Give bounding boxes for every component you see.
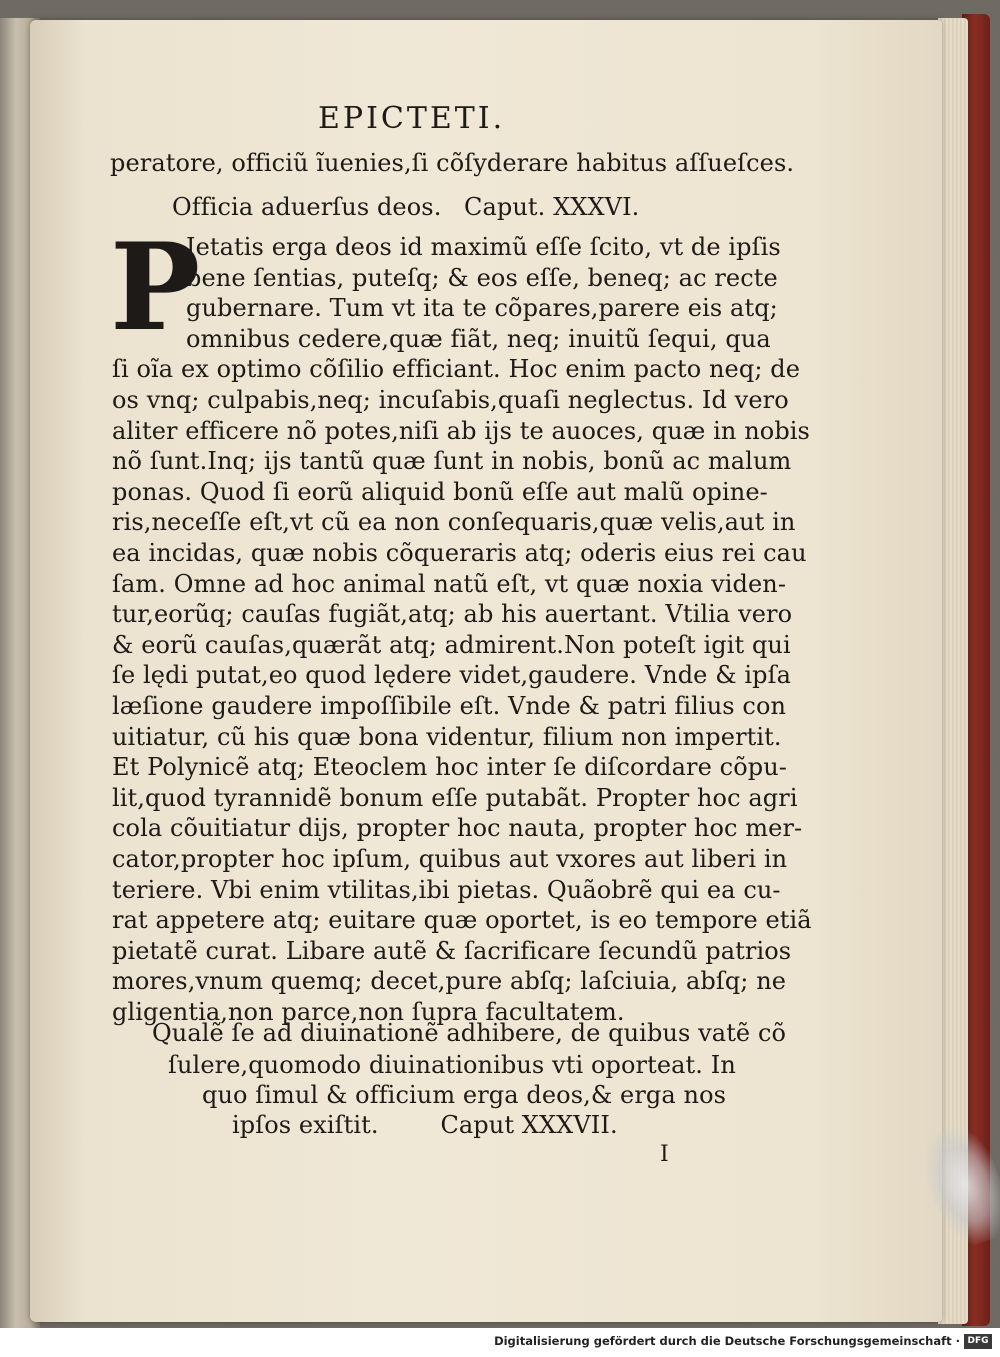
text-line: omnibus cedere,quæ fiãt, neq; inuitũ ſequi, qua	[186, 324, 771, 353]
text-line: bene ſentias, puteſq; & eos eſſe, beneq; ac recte	[186, 263, 778, 292]
text-line: ſi oĩa ex optimo cõſilio efficiant. Hoc enim pacto neq; de	[112, 355, 801, 384]
signature-mark: I	[660, 1142, 669, 1167]
dfg-logo: DFG	[964, 1334, 992, 1349]
text-line: Ietatis erga deos id maximũ eſſe ſcito, vt de ipſis	[186, 233, 781, 261]
heading-line: ſulere,quomodo diuinationibus vti oporteat. In	[168, 1051, 736, 1079]
text-line: rat appetere atq; euitare quæ oportet, is eo tempore etiã	[112, 906, 812, 935]
text-line: cola cõuitiatur dijs, propter hoc nauta, propter hoc mer-	[112, 814, 803, 843]
text-line: teriere. Vbi enim vtilitas,ibi pietas. Quãobrẽ qui ea cu-	[112, 875, 781, 904]
chapter-36-title: Officia aduerſus deos.	[172, 193, 442, 221]
text-line: lit,quod tyrannidẽ bonum eſſe putabãt. Propter hoc agri	[112, 783, 798, 812]
text-line: aliter efficere nõ potes,niſi ab ijs te auoces, quæ in nobis	[112, 416, 810, 445]
text-line: uitiatur, cũ his quæ bona videntur, filium non impertit.	[112, 722, 782, 751]
text-line: pietatẽ curat. Libare autẽ & ſacrificare ſecundũ patrios	[112, 936, 792, 965]
text-line: gubernare. Tum vt ita te cõpares,parere eis atq;	[186, 294, 778, 323]
text-line: ponas. Quod ſi eorũ aliquid bonũ eſſe aut malũ opine-	[112, 477, 768, 506]
text-line: cator,propter hoc ipſum, quibus aut vxores aut liberi in	[112, 845, 788, 873]
text-line: ſam. Omne ad hoc animal natũ eſt, vt quæ noxia viden-	[112, 569, 787, 598]
heading-line: ipſos exiſtit. Caput XXXVII.	[232, 1111, 618, 1139]
text-line: & eorũ cauſas,quærãt atq; admirent.Non poteſt igit qui	[112, 630, 791, 659]
chapter-36-number: Caput. XXXVI.	[464, 193, 640, 221]
heading-line: quo ſimul & officium erga deos,& erga nos	[202, 1081, 727, 1109]
text-line: mores,vnum quemq; decet,pure abſq; laſciuia, abſq; ne	[112, 967, 787, 996]
heading-line: Qualẽ ſe ad diuinationẽ adhibere, de quibus vatẽ cõ	[152, 1019, 787, 1047]
text-line: gligentia,non parce,non ſupra facultatem.	[112, 998, 625, 1026]
text-line: ſe lędi putat,eo quod lędere videt,gaudere. Vnde & ipſa	[112, 661, 792, 690]
carryover-line: peratore, officiũ ĩuenies,ſi cõſyderare habitus aſſueſces.	[110, 149, 795, 177]
text-line: ris,neceſſe eſt,vt cũ ea non conſequaris,quæ velis,aut in	[112, 508, 796, 537]
running-head: EPICTETI.	[318, 101, 506, 136]
footer-bar	[0, 1328, 1000, 1357]
decorated-initial: P	[110, 217, 201, 358]
text-line: Et Polynicẽ atq; Eteoclem hoc inter ſe diſcordare cõpu-	[112, 753, 787, 782]
funding-credit: Digitalisierung gefördert durch die Deutsche Forschungsgemeinschaft ·	[494, 1334, 960, 1348]
text-line: tur,eorũq; cauſas fugiãt,atq; ab his auertant. Vtilia vero	[112, 600, 793, 629]
text-line: nõ ſunt.Inq; ijs tantũ quæ ſunt in nobis, bonũ ac malum	[112, 447, 792, 476]
text-line: os vnq; culpabis,neq; incuſabis,quaſi neglectus. Id vero	[112, 386, 789, 414]
text-line: læſione gaudere impoſſibile eſt. Vnde & patri filius con	[112, 692, 787, 720]
text-line: ea incidas, quæ nobis cõqueraris atq; oderis eius rei cau	[112, 539, 807, 567]
